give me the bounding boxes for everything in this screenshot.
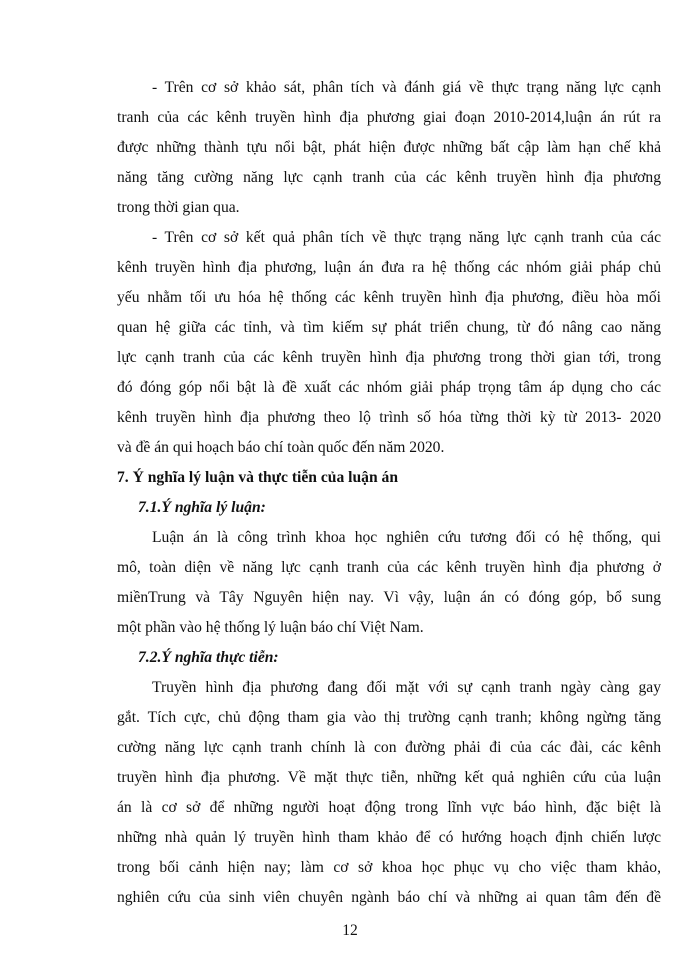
p4-line-7: trong bối cảnh hiện nay; làm cơ sở khoa học phục vụ cho việc tham khảo,: [117, 859, 661, 876]
p2-line-3: yếu nhằm tối ưu hóa hệ thống các kênh truyền hình địa phương, điều hòa mối: [117, 289, 661, 306]
p2-line-8: và đề án qui hoạch báo chí toàn quốc đến năm 2020.: [117, 439, 445, 456]
p3-line-2: mô, toàn diện về năng lực cạnh tranh của các kênh truyền hình địa phương ở: [117, 559, 661, 576]
p4-line-5: án là cơ sở để những người hoạt động trong lĩnh vực báo hình, đặc biệt là: [117, 799, 661, 816]
p2-line-7: kênh truyền hình địa phương theo lộ trình số hóa từng thời kỳ từ 2013- 2020: [117, 409, 661, 426]
section-heading-7-1: 7.1.Ý nghĩa lý luận:: [138, 499, 266, 516]
p2-line-1: - Trên cơ sở kết quả phân tích về thực trạng năng lực cạnh tranh của các: [152, 229, 661, 246]
p1-line-4: năng tăng cường năng lực cạnh tranh của các kênh truyền hình địa phương: [117, 169, 661, 186]
p3-line-1: Luận án là công trình khoa học nghiên cứu tương đối có hệ thống, qui: [152, 529, 661, 546]
p4-line-2: gắt. Tích cực, chủ động tham gia vào thị trường cạnh tranh; không ngừng tăng: [117, 709, 661, 726]
section-heading-7-2: 7.2.Ý nghĩa thực tiễn:: [138, 649, 279, 666]
p2-line-6: đó đóng góp nổi bật là đề xuất các nhóm giải pháp trọng tâm áp dụng cho các: [117, 379, 661, 396]
p2-line-4: quan hệ giữa các tỉnh, và tìm kiếm sự phát triển chung, từ đó nâng cao năng: [117, 319, 661, 336]
p4-line-8: nghiên cứu của sinh viên chuyên ngành báo chí và những ai quan tâm đến đề: [117, 889, 661, 906]
p4-line-3: cường năng lực cạnh tranh chính là con đường phải đi của các đài, các kênh: [117, 739, 661, 756]
p1-line-2: tranh của các kênh truyền hình địa phương giai đoạn 2010-2014,luận án rút ra: [117, 109, 661, 126]
p3-line-4: một phần vào hệ thống lý luận báo chí Việt Nam.: [117, 619, 424, 636]
p1-line-3: được những thành tựu nổi bật, phát hiện được những bất cập làm hạn chế khả: [117, 139, 661, 156]
p4-line-4: truyền hình địa phương. Về mặt thực tiễn, những kết quả nghiên cứu của luận: [117, 769, 661, 786]
p1-line-1: - Trên cơ sở khảo sát, phân tích và đánh giá về thực trạng năng lực cạnh: [152, 79, 661, 96]
p2-line-5: lực cạnh tranh của các kênh truyền hình địa phương trong thời gian tới, trong: [117, 349, 661, 366]
p2-line-2: kênh truyền hình địa phương, luận án đưa ra hệ thống các nhóm giải pháp chủ: [117, 259, 661, 276]
p4-line-6: những nhà quản lý truyền hình tham khảo để có hướng hoạch định chiến lược: [117, 829, 661, 846]
p3-line-3: miềnTrung và Tây Nguyên hiện nay. Vì vậy, luận án có đóng góp, bổ sung: [117, 589, 661, 606]
p1-line-5: trong thời gian qua.: [117, 199, 240, 216]
p4-line-1: Truyền hình địa phương đang đối mặt với sự cạnh tranh ngày càng gay: [152, 679, 661, 696]
page-number: 12: [342, 922, 358, 939]
section-heading-7: 7. Ý nghĩa lý luận và thực tiễn của luận án: [117, 469, 399, 486]
